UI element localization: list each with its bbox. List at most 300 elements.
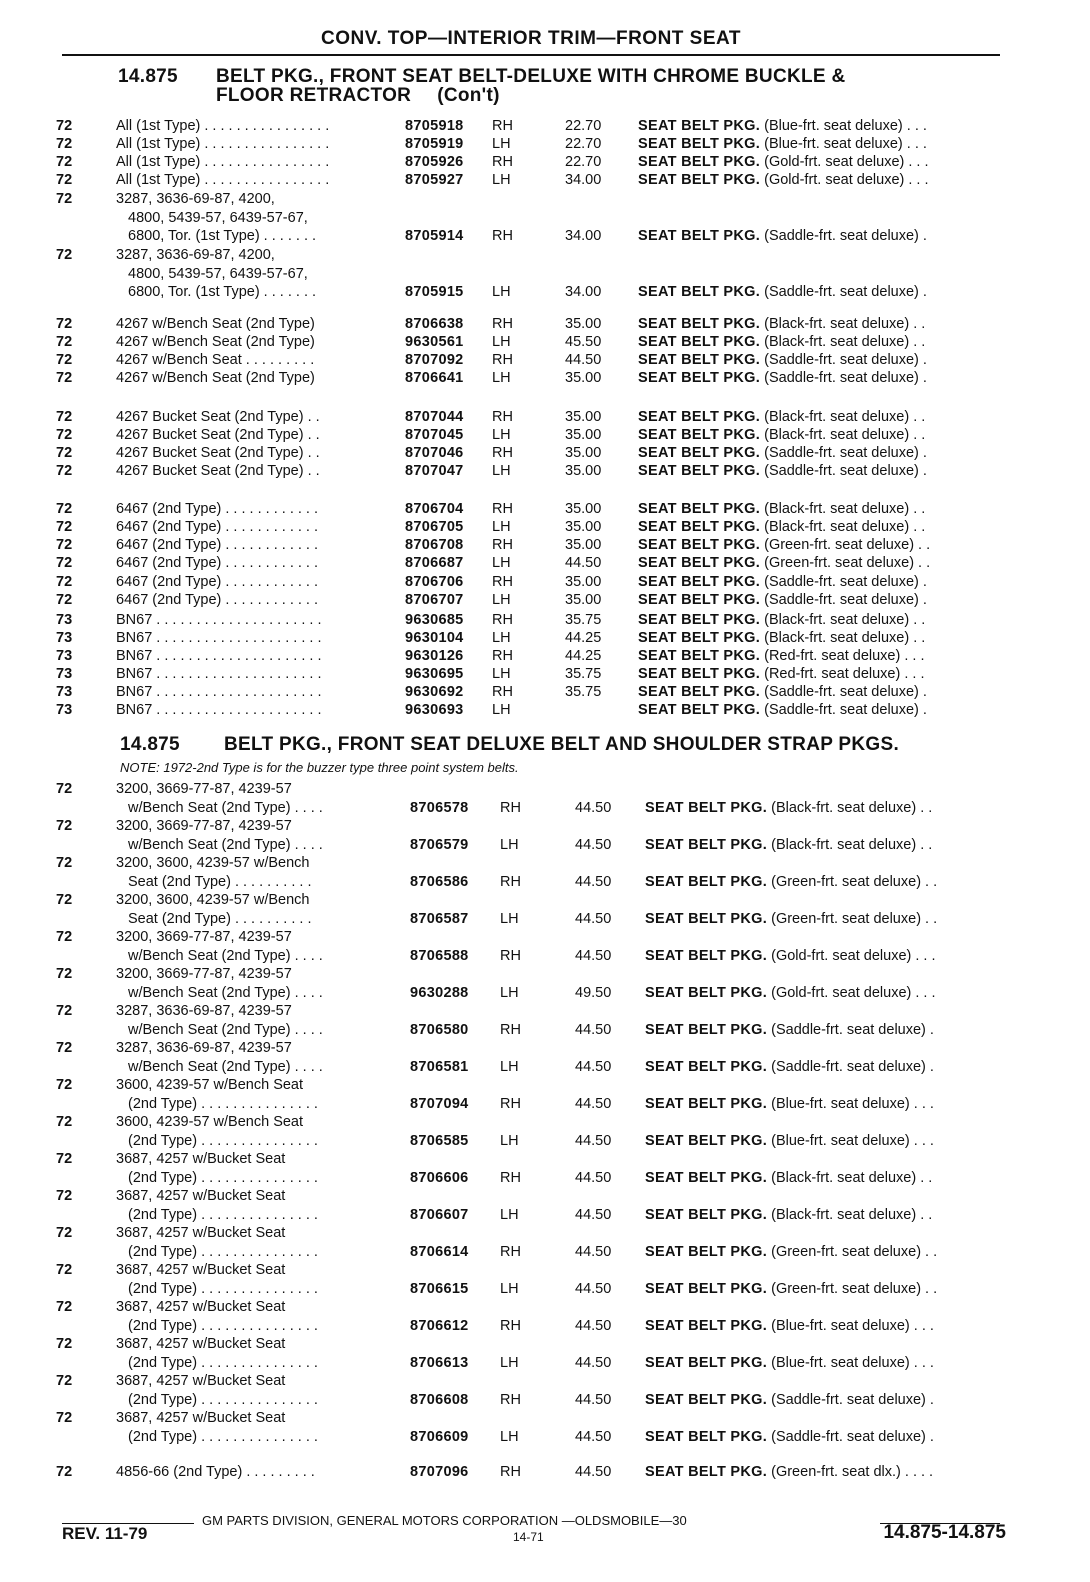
part-number: 8706687 — [405, 555, 464, 571]
description-line: 3287, 3636-69-87, 4200, — [116, 247, 275, 263]
description-line: 6800, Tor. (1st Type) . . . . . . . — [128, 284, 317, 300]
package-detail: (Saddle-frt. seat deluxe) . — [764, 352, 927, 368]
package-description — [645, 1391, 934, 1410]
model-year: 72 — [56, 1114, 73, 1130]
part-number: 8706615 — [410, 1280, 469, 1297]
package-detail: (Blue-frt. seat deluxe) . . . — [771, 1317, 934, 1334]
side-indicator: RH — [492, 612, 513, 628]
side-indicator: LH — [500, 910, 519, 927]
package-detail: (Saddle-frt. seat deluxe) . — [764, 574, 927, 590]
description-line: 4267 Bucket Seat (2nd Type) . . — [116, 445, 320, 461]
part-number: 8706588 — [410, 947, 469, 964]
price: 44.50 — [565, 555, 602, 571]
side-indicator: LH — [500, 836, 519, 853]
package-detail: (Green-frt. seat deluxe) . . — [771, 1243, 938, 1260]
package-description — [645, 799, 932, 818]
package-detail: (Saddle-frt. seat deluxe) . — [764, 284, 927, 300]
package-detail: (Saddle-frt. seat deluxe) . — [771, 1058, 934, 1075]
package-description — [645, 1428, 934, 1447]
package-description — [645, 984, 936, 1003]
model-year: 73 — [56, 630, 73, 646]
package-name: SEAT BELT PKG. — [638, 136, 761, 152]
description-line: 3687, 4257 w/Bucket Seat — [116, 1262, 286, 1278]
part-number: 9630104 — [405, 630, 464, 646]
part-number: 8706641 — [405, 370, 464, 386]
side-indicator: LH — [500, 1280, 519, 1297]
package-name: SEAT BELT PKG. — [638, 154, 761, 170]
part-number: 8707045 — [405, 427, 464, 443]
side-indicator: RH — [500, 1095, 521, 1112]
side-indicator: LH — [492, 555, 511, 571]
price: 44.50 — [575, 836, 612, 853]
model-year: 73 — [56, 648, 73, 664]
description-line: w/Bench Seat (2nd Type) . . . . — [128, 1058, 323, 1075]
model-year: 72 — [56, 445, 73, 461]
package-detail: (Black-frt. seat deluxe) . . — [764, 427, 926, 443]
model-year: 72 — [56, 136, 73, 152]
price: 34.00 — [565, 172, 602, 188]
part-number: 8707047 — [405, 463, 464, 479]
package-name: SEAT BELT PKG. — [645, 1354, 768, 1371]
description-line: All (1st Type) . . . . . . . . . . . . . . . . — [116, 154, 330, 170]
description-line: BN67 . . . . . . . . . . . . . . . . . . . . . — [116, 702, 322, 718]
application-description — [116, 1409, 318, 1446]
package-detail: (Green-frt. seat deluxe) . . — [764, 537, 931, 553]
side-indicator: LH — [492, 370, 511, 386]
package-detail: (Red-frt. seat deluxe) . . . — [764, 648, 925, 664]
application-description — [116, 854, 311, 891]
package-detail: (Saddle-frt. seat deluxe) . — [764, 592, 927, 608]
description-line: 3687, 4257 w/Bucket Seat — [116, 1336, 286, 1352]
package-name: SEAT BELT PKG. — [645, 1095, 768, 1112]
part-number: 9630692 — [405, 684, 464, 700]
description-line: 3287, 3636-69-87, 4239-57 — [116, 1003, 292, 1019]
description-line: (2nd Type) . . . . . . . . . . . . . . . — [128, 1280, 318, 1297]
application-description — [116, 928, 323, 965]
package-name: SEAT BELT PKG. — [638, 519, 761, 535]
side-indicator: RH — [492, 537, 513, 553]
side-indicator: LH — [492, 592, 511, 608]
application-description — [116, 1463, 315, 1482]
model-year: 73 — [56, 612, 73, 628]
price: 35.75 — [565, 612, 602, 628]
part-number: 8706607 — [410, 1206, 469, 1223]
package-name: SEAT BELT PKG. — [638, 537, 761, 553]
side-indicator: LH — [500, 1132, 519, 1149]
description-line: w/Bench Seat (2nd Type) . . . . — [128, 799, 323, 816]
description-line: 3287, 3636-69-87, 4239-57 — [116, 1040, 292, 1056]
description-line: 3200, 3669-77-87, 4239-57 — [116, 966, 292, 982]
price: 35.00 — [565, 445, 602, 461]
part-number: 8706580 — [410, 1021, 469, 1038]
model-year: 72 — [56, 781, 73, 797]
application-description — [116, 1150, 318, 1187]
price: 35.00 — [565, 501, 602, 517]
package-description — [645, 1280, 937, 1299]
package-name: SEAT BELT PKG. — [638, 316, 761, 332]
side-indicator: RH — [500, 1317, 521, 1334]
description-line: (2nd Type) . . . . . . . . . . . . . . . — [128, 1243, 318, 1260]
side-indicator: RH — [500, 1243, 521, 1260]
package-name: SEAT BELT PKG. — [645, 947, 768, 964]
package-name: SEAT BELT PKG. — [645, 910, 768, 927]
part-number: 8705914 — [405, 228, 464, 244]
model-year: 72 — [56, 191, 73, 207]
price: 44.50 — [575, 947, 612, 964]
part-number: 9630695 — [405, 666, 464, 682]
package-name: SEAT BELT PKG. — [645, 1280, 768, 1297]
description-line: 4856-66 (2nd Type) . . . . . . . . . — [116, 1464, 315, 1480]
part-number: 8705926 — [405, 154, 464, 170]
package-name: SEAT BELT PKG. — [638, 592, 761, 608]
model-year: 72 — [56, 929, 73, 945]
part-number: 8706638 — [405, 316, 464, 332]
description-line: 3687, 4257 w/Bucket Seat — [116, 1188, 286, 1204]
package-detail: (Saddle-frt. seat deluxe) . — [764, 463, 927, 479]
description-line: w/Bench Seat (2nd Type) . . . . — [128, 984, 323, 1001]
description-line: All (1st Type) . . . . . . . . . . . . . . . . — [116, 172, 330, 188]
description-line: BN67 . . . . . . . . . . . . . . . . . . . . . — [116, 684, 322, 700]
package-detail: (Black-frt. seat deluxe) . . — [764, 630, 926, 646]
package-detail: (Saddle-frt. seat deluxe) . — [771, 1428, 934, 1445]
model-year: 72 — [56, 316, 73, 332]
package-name: SEAT BELT PKG. — [638, 370, 761, 386]
package-name: SEAT BELT PKG. — [638, 612, 761, 628]
description-line: (2nd Type) . . . . . . . . . . . . . . . — [128, 1428, 318, 1445]
model-year: 72 — [56, 1077, 73, 1093]
description-line: 3600, 4239-57 w/Bench Seat — [116, 1077, 304, 1093]
part-number: 8707044 — [405, 409, 464, 425]
side-indicator: RH — [492, 574, 513, 590]
side-indicator: RH — [500, 873, 521, 890]
package-detail: (Black-frt. seat deluxe) . . — [764, 409, 926, 425]
package-detail: (Saddle-frt. seat deluxe) . — [764, 370, 927, 386]
model-year: 72 — [56, 1225, 73, 1241]
package-detail: (Green-frt. seat dlx.) . . . . — [771, 1464, 934, 1480]
part-number: 8706579 — [410, 836, 469, 853]
model-year: 72 — [56, 1464, 73, 1480]
package-detail: (Black-frt. seat deluxe) . . — [764, 612, 926, 628]
part-number: 8706612 — [410, 1317, 469, 1334]
package-detail: (Gold-frt. seat deluxe) . . . — [764, 154, 929, 170]
price: 35.00 — [565, 574, 602, 590]
part-number: 8706704 — [405, 501, 464, 517]
package-name: SEAT BELT PKG. — [638, 334, 761, 350]
side-indicator: RH — [492, 445, 513, 461]
model-year: 72 — [56, 427, 73, 443]
package-description — [645, 1206, 932, 1225]
package-name: SEAT BELT PKG. — [638, 172, 761, 188]
model-year: 73 — [56, 702, 73, 718]
package-name: SEAT BELT PKG. — [645, 984, 768, 1001]
side-indicator: RH — [500, 1464, 521, 1480]
price: 34.00 — [565, 228, 602, 244]
part-number: 8706578 — [410, 799, 469, 816]
model-year: 72 — [56, 1336, 73, 1352]
package-description — [645, 1169, 932, 1188]
package-name: SEAT BELT PKG. — [638, 702, 761, 718]
model-year: 72 — [56, 555, 73, 571]
side-indicator: LH — [500, 1206, 519, 1223]
package-detail: (Saddle-frt. seat deluxe) . — [771, 1021, 934, 1038]
package-name: SEAT BELT PKG. — [645, 1317, 768, 1334]
part-number: 8706608 — [410, 1391, 469, 1408]
description-line: w/Bench Seat (2nd Type) . . . . — [128, 836, 323, 853]
description-line: All (1st Type) . . . . . . . . . . . . . . . . — [116, 136, 330, 152]
package-name: SEAT BELT PKG. — [638, 555, 761, 571]
part-number: 8706708 — [405, 537, 464, 553]
package-name: SEAT BELT PKG. — [645, 1464, 768, 1480]
price: 44.50 — [575, 1206, 612, 1223]
part-number: 8707092 — [405, 352, 464, 368]
side-indicator: RH — [500, 1021, 521, 1038]
model-year: 73 — [56, 666, 73, 682]
part-number: 8707094 — [410, 1095, 469, 1112]
price: 35.00 — [565, 427, 602, 443]
section-note: NOTE: 1972-2nd Type is for the buzzer type three point system belts. — [120, 760, 519, 775]
package-name: SEAT BELT PKG. — [638, 574, 761, 590]
part-number: 8706614 — [410, 1243, 469, 1260]
package-description — [645, 836, 932, 855]
package-name: SEAT BELT PKG. — [645, 1428, 768, 1445]
package-detail: (Blue-frt. seat deluxe) . . . — [764, 136, 927, 152]
part-number: 8707046 — [405, 445, 464, 461]
description-line: 3600, 4239-57 w/Bench Seat — [116, 1114, 304, 1130]
description-line: (2nd Type) . . . . . . . . . . . . . . . — [128, 1206, 318, 1223]
model-year: 72 — [56, 172, 73, 188]
model-year: 72 — [56, 818, 73, 834]
description-line: 4267 w/Bench Seat (2nd Type) — [116, 334, 315, 350]
model-year: 72 — [56, 966, 73, 982]
package-description — [645, 1095, 934, 1114]
description-line: 6467 (2nd Type) . . . . . . . . . . . . — [116, 592, 319, 608]
price: 44.50 — [575, 1169, 612, 1186]
side-indicator: RH — [492, 352, 513, 368]
package-detail: (Green-frt. seat deluxe) . . — [771, 910, 938, 927]
price: 44.50 — [575, 1317, 612, 1334]
description-line: 3687, 4257 w/Bucket Seat — [116, 1225, 286, 1241]
description-line: w/Bench Seat (2nd Type) . . . . — [128, 1021, 323, 1038]
description-line: 6467 (2nd Type) . . . . . . . . . . . . — [116, 519, 319, 535]
page-number: 14-71 — [513, 1530, 544, 1544]
part-number: 9630288 — [410, 984, 469, 1001]
model-year: 72 — [56, 537, 73, 553]
package-name: SEAT BELT PKG. — [638, 501, 761, 517]
side-indicator: LH — [492, 427, 511, 443]
price: 35.00 — [565, 519, 602, 535]
price: 35.00 — [565, 592, 602, 608]
description-line: BN67 . . . . . . . . . . . . . . . . . . . . . — [116, 666, 322, 682]
model-year: 72 — [56, 1410, 73, 1426]
description-line: All (1st Type) . . . . . . . . . . . . . . . . — [116, 118, 330, 134]
description-line: 3687, 4257 w/Bucket Seat — [116, 1151, 286, 1167]
description-line: (2nd Type) . . . . . . . . . . . . . . . — [128, 1095, 318, 1112]
model-year: 72 — [56, 352, 73, 368]
package-name: SEAT BELT PKG. — [645, 1132, 768, 1149]
package-description — [645, 1021, 934, 1040]
package-detail: (Black-frt. seat deluxe) . . — [771, 1206, 933, 1223]
price: 22.70 — [565, 136, 602, 152]
package-detail: (Green-frt. seat deluxe) . . — [771, 1280, 938, 1297]
price: 22.70 — [565, 154, 602, 170]
application-description — [116, 817, 323, 854]
package-name: SEAT BELT PKG. — [638, 409, 761, 425]
description-line: 3200, 3669-77-87, 4239-57 — [116, 929, 292, 945]
section-number: 14.875 — [118, 66, 178, 87]
part-number: 9630126 — [405, 648, 464, 664]
price: 44.50 — [575, 1132, 612, 1149]
price: 34.00 — [565, 284, 602, 300]
page-title: CONV. TOP—INTERIOR TRIM—FRONT SEAT — [62, 26, 1000, 56]
model-year: 72 — [56, 1373, 73, 1389]
model-year: 72 — [56, 118, 73, 134]
price: 44.50 — [575, 799, 612, 816]
part-number: 8706613 — [410, 1354, 469, 1371]
description-line: 4267 w/Bench Seat . . . . . . . . . — [116, 352, 315, 368]
price: 44.50 — [575, 1021, 612, 1038]
footer-publisher: GM PARTS DIVISION, GENERAL MOTORS CORPORATION —OLDSMOBILE—30 — [202, 1513, 687, 1528]
part-number: 8705918 — [405, 118, 464, 134]
package-name: SEAT BELT PKG. — [638, 666, 761, 682]
package-detail: (Blue-frt. seat deluxe) . . . — [771, 1095, 934, 1112]
side-indicator: LH — [492, 284, 511, 300]
side-indicator: RH — [492, 684, 513, 700]
package-name: SEAT BELT PKG. — [638, 463, 761, 479]
description-line: BN67 . . . . . . . . . . . . . . . . . . . . . — [116, 630, 322, 646]
revision-date: REV. 11-79 — [62, 1524, 148, 1543]
description-line: Seat (2nd Type) . . . . . . . . . . — [128, 910, 312, 927]
package-detail: (Black-frt. seat deluxe) . . — [771, 836, 933, 853]
model-year: 72 — [56, 592, 73, 608]
description-line: 3200, 3669-77-87, 4239-57 — [116, 818, 292, 834]
price: 45.50 — [565, 334, 602, 350]
model-year: 72 — [56, 574, 73, 590]
section-number: 14.875 — [120, 734, 180, 755]
description-line: 6467 (2nd Type) . . . . . . . . . . . . — [116, 501, 319, 517]
package-name: SEAT BELT PKG. — [645, 1243, 768, 1260]
price: 35.00 — [565, 537, 602, 553]
side-indicator: LH — [500, 1428, 519, 1445]
package-description — [645, 1132, 934, 1151]
side-indicator: LH — [492, 519, 511, 535]
model-year: 72 — [56, 501, 73, 517]
part-number: 9630561 — [405, 334, 464, 350]
description-line: (2nd Type) . . . . . . . . . . . . . . . — [128, 1132, 318, 1149]
description-line: 3200, 3600, 4239-57 w/Bench — [116, 892, 310, 908]
package-name: SEAT BELT PKG. — [645, 1058, 768, 1075]
model-year: 72 — [56, 1299, 73, 1315]
description-line: 3687, 4257 w/Bucket Seat — [116, 1373, 286, 1389]
package-detail: (Saddle-frt. seat deluxe) . — [764, 684, 927, 700]
section-title-line2: FLOOR RETRACTOR — [216, 85, 412, 106]
package-name: SEAT BELT PKG. — [645, 799, 768, 816]
model-year: 72 — [56, 1003, 73, 1019]
description-line: 6467 (2nd Type) . . . . . . . . . . . . — [116, 555, 319, 571]
package-name: SEAT BELT PKG. — [638, 284, 761, 300]
price: 44.50 — [575, 1391, 612, 1408]
model-year: 72 — [56, 855, 73, 871]
package-name: SEAT BELT PKG. — [638, 118, 761, 134]
price: 35.00 — [565, 316, 602, 332]
description-line: (2nd Type) . . . . . . . . . . . . . . . — [128, 1391, 318, 1408]
description-line: 4267 w/Bench Seat (2nd Type) — [116, 316, 315, 332]
package-description — [645, 910, 937, 929]
package-name: SEAT BELT PKG. — [645, 1206, 768, 1223]
side-indicator: RH — [492, 316, 513, 332]
price: 44.50 — [575, 1464, 612, 1480]
part-number: 8705927 — [405, 172, 464, 188]
part-number: 8705915 — [405, 284, 464, 300]
package-detail: (Blue-frt. seat deluxe) . . . — [771, 1132, 934, 1149]
part-number: 9630693 — [405, 702, 464, 718]
part-number: 8705919 — [405, 136, 464, 152]
description-line: 6467 (2nd Type) . . . . . . . . . . . . — [116, 537, 319, 553]
package-description — [645, 1058, 934, 1077]
package-detail: (Gold-frt. seat deluxe) . . . — [764, 172, 929, 188]
description-line: 3200, 3600, 4239-57 w/Bench — [116, 855, 310, 871]
package-description — [645, 1317, 934, 1336]
package-detail: (Green-frt. seat deluxe) . . — [764, 555, 931, 571]
description-line: 3287, 3636-69-87, 4200, — [116, 191, 275, 207]
package-detail: (Saddle-frt. seat deluxe) . — [764, 445, 927, 461]
description-line: 3687, 4257 w/Bucket Seat — [116, 1299, 286, 1315]
side-indicator: LH — [492, 666, 511, 682]
description-line: 4800, 5439-57, 6439-57-67, — [128, 265, 308, 282]
description-line: 4267 Bucket Seat (2nd Type) . . — [116, 427, 320, 443]
package-detail: (Green-frt. seat deluxe) . . — [771, 873, 938, 890]
price: 44.50 — [575, 910, 612, 927]
package-detail: (Saddle-frt. seat deluxe) . — [771, 1391, 934, 1408]
side-indicator: RH — [500, 799, 521, 816]
package-name: SEAT BELT PKG. — [638, 445, 761, 461]
part-number: 9630685 — [405, 612, 464, 628]
package-name: SEAT BELT PKG. — [645, 1391, 768, 1408]
description-line: 6800, Tor. (1st Type) . . . . . . . — [128, 228, 317, 244]
description-line: 4800, 5439-57, 6439-57-67, — [128, 209, 308, 226]
model-year: 72 — [56, 892, 73, 908]
description-line: 3687, 4257 w/Bucket Seat — [116, 1410, 286, 1426]
part-number: 8706706 — [405, 574, 464, 590]
continued-label: (Con't) — [437, 85, 500, 106]
package-detail: (Blue-frt. seat deluxe) . . . — [764, 118, 927, 134]
description-line: 3200, 3669-77-87, 4239-57 — [116, 781, 292, 797]
package-detail: (Black-frt. seat deluxe) . . — [764, 334, 926, 350]
price: 44.25 — [565, 648, 602, 664]
package-name: SEAT BELT PKG. — [645, 1021, 768, 1038]
model-year: 72 — [56, 463, 73, 479]
price: 44.50 — [565, 352, 602, 368]
model-year: 72 — [56, 519, 73, 535]
price: 44.50 — [575, 1428, 612, 1445]
application-description — [116, 965, 323, 1002]
price: 35.75 — [565, 666, 602, 682]
side-indicator: LH — [492, 136, 511, 152]
description-line: 4267 w/Bench Seat (2nd Type) — [116, 370, 315, 386]
side-indicator: RH — [492, 501, 513, 517]
description-line: BN67 . . . . . . . . . . . . . . . . . . . . . — [116, 612, 322, 628]
package-detail: (Black-frt. seat deluxe) . . — [764, 316, 926, 332]
package-detail: (Black-frt. seat deluxe) . . — [771, 1169, 933, 1186]
description-line: w/Bench Seat (2nd Type) . . . . — [128, 947, 323, 964]
side-indicator: LH — [492, 334, 511, 350]
application-description — [116, 891, 311, 928]
side-indicator: LH — [492, 702, 511, 718]
part-number: 8706581 — [410, 1058, 469, 1075]
model-year: 72 — [56, 334, 73, 350]
package-name: SEAT BELT PKG. — [638, 630, 761, 646]
part-number: 8706587 — [410, 910, 469, 927]
application-description — [116, 1002, 323, 1039]
